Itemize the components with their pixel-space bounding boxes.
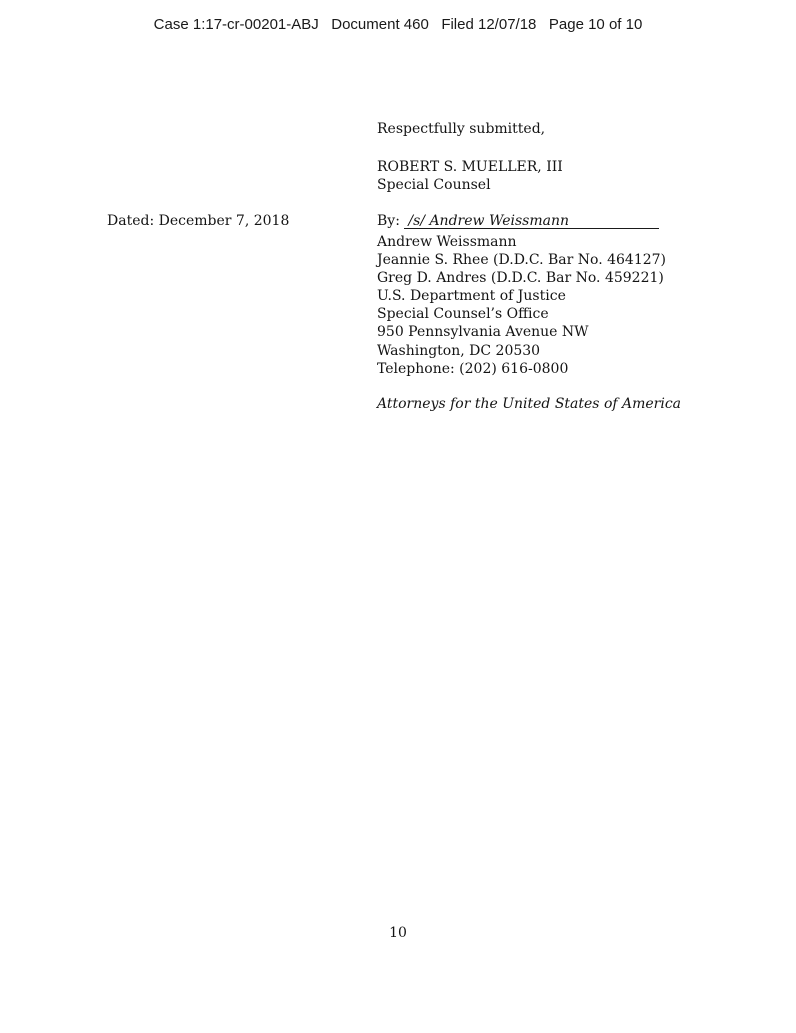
attorney-line: 950 Pennsylvania Avenue NW xyxy=(377,324,589,341)
attorneys-for: Attorneys for the United States of America xyxy=(377,396,682,412)
dated-line: Dated: December 7, 2018 xyxy=(107,213,290,229)
attorney-line: Jeannie S. Rhee (D.D.C. Bar No. 464127) xyxy=(377,252,667,269)
page-number: 10 xyxy=(389,925,407,941)
attorney-block xyxy=(377,233,666,378)
by-label: By: xyxy=(377,213,400,229)
case-header: Case 1:17-cr-00201-ABJ Document 460 Filed 12/07/18 Page 10 of 10 xyxy=(153,16,643,33)
signature: /s/ Andrew Weissmann xyxy=(404,214,659,229)
attorney-line: Greg D. Andres (D.D.C. Bar No. 459221) xyxy=(377,270,664,287)
signature-line xyxy=(377,212,659,230)
attorney-line: U.S. Department of Justice xyxy=(377,288,566,305)
counsel-name: ROBERT S. MUELLER, III xyxy=(377,159,563,175)
counsel-title: Special Counsel xyxy=(377,177,491,193)
attorney-line: Telephone: (202) 616-0800 xyxy=(377,360,569,377)
attorney-line: Special Counsel’s Office xyxy=(377,306,549,323)
respectfully-submitted: Respectfully submitted, xyxy=(377,121,546,137)
attorney-line: Andrew Weissmann xyxy=(377,234,517,250)
attorney-line: Washington, DC 20530 xyxy=(377,342,541,359)
